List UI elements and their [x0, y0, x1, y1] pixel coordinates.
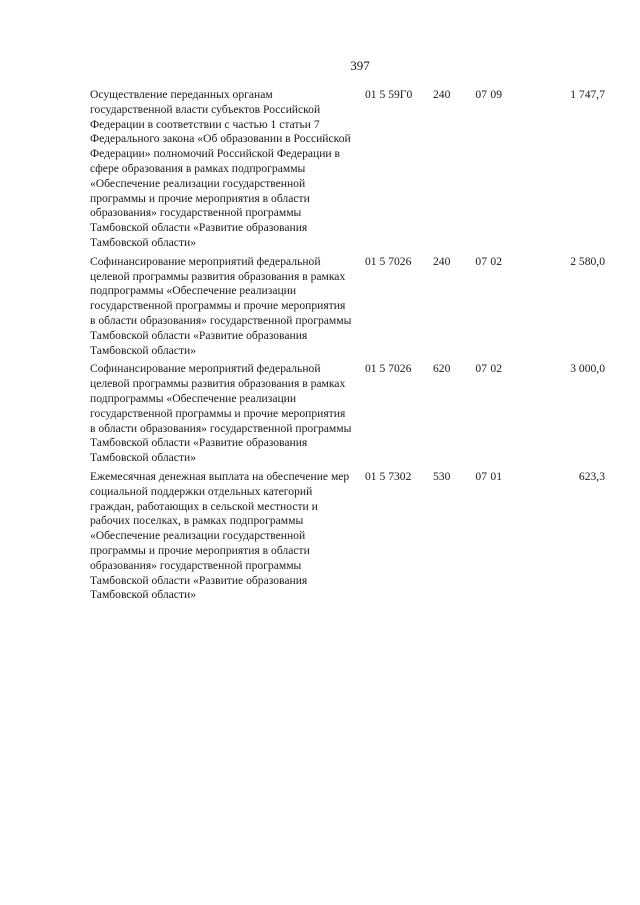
budget-table [90, 88, 605, 603]
table-row [90, 88, 605, 251]
row-description: Осуществление переданных органам государственной власти субъектов Российской Федерации в соответствии с частью 1 статьи 7 Федерального закона «Об образовании в Российской Федерации» полномочий Российской Федерации в сфере образования в рамках подпрограммы «Обеспечение реализации государственной программы и прочие мероприятия в области образования» государственной программы Тамбовской области «Развитие образования Тамбовской области» [90, 88, 351, 249]
amount: 1 747,7 [570, 88, 605, 101]
table-row [90, 362, 605, 466]
subsection-code: 09 [490, 88, 502, 101]
amount: 623,3 [578, 469, 605, 483]
page-number: 397 [350, 58, 370, 73]
row-description: Софинансирование мероприятий федеральной целевой программы развития образования в рамках подпрограммы «Обеспечение реализации государственной программы и прочие мероприятия в области образования» государственной программы Тамбовской области «Развитие образования Тамбовской области» [90, 254, 352, 357]
amount: 2 580,0 [570, 254, 605, 268]
section-code: 07 [475, 254, 487, 268]
section-code: 07 [475, 88, 487, 101]
expense-type-code: 240 [433, 88, 451, 101]
subsection-code: 02 [490, 254, 502, 268]
section-code: 07 [475, 469, 487, 483]
expense-type-code: 530 [433, 469, 451, 483]
table-row [90, 255, 605, 359]
target-article-code: 01 5 7026 [365, 362, 412, 376]
table-row [90, 470, 605, 603]
section-code: 07 [475, 362, 487, 376]
subsection-code: 01 [490, 469, 502, 483]
target-article-code: 01 5 59Г0 [365, 88, 413, 101]
row-description: Софинансирование мероприятий федеральной целевой программы развития образования в рамках подпрограммы «Обеспечение реализации государственной программы и прочие мероприятия в области образования» государственной программы Тамбовской области «Развитие образования Тамбовской области» [90, 362, 352, 465]
expense-type-code: 620 [433, 362, 451, 376]
target-article-code: 01 5 7026 [365, 254, 412, 268]
expense-type-code: 240 [433, 254, 451, 268]
subsection-code: 02 [490, 362, 502, 376]
target-article-code: 01 5 7302 [365, 469, 412, 483]
amount: 3 000,0 [570, 362, 605, 376]
row-description: Ежемесячная денежная выплата на обеспечение мер социальной поддержки отдельных категорий граждан, работающих в сельской местности и рабочих поселках, в рамках подпрограммы «Обеспечение реализации государственной программы и прочие мероприятия в области образования» государственной программы Тамбовской области «Развитие образования Тамбовской области» [90, 469, 350, 602]
